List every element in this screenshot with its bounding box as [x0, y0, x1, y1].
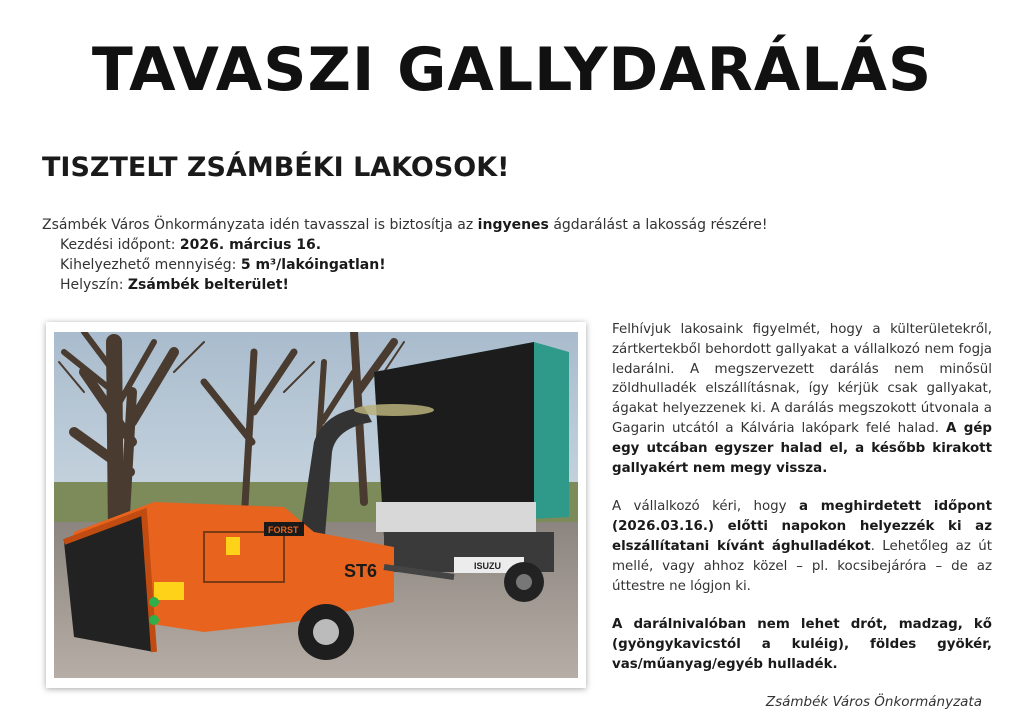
start-date-value: 2026. március 16. — [179, 237, 322, 253]
greeting-heading: TISZTELT ZSÁMBÉKI LAKOSOK! — [42, 152, 510, 183]
intro-text-end: ágdarálást a lakosság részére! — [553, 217, 768, 233]
paragraph-2-bold: a meghirdetett időpont (2026.03.16.) előtti napokon helyezzék ki az elszállítatani kívánt ághulladékot — [612, 499, 992, 554]
paragraph-2 — [612, 497, 992, 596]
page-title: TAVASZI GALLYDARÁLÁS — [91, 35, 933, 105]
location-row — [42, 275, 942, 295]
start-date-label: Kezdési időpont: — [60, 237, 176, 253]
paragraph-1-bold: A gép egy utcában egyszer halad el, a később kirakott gallyakért nem megy vissza. — [612, 420, 992, 476]
paragraph-2-text-start: A vállalkozó kéri, hogy — [612, 499, 787, 515]
intro-free-emphasis: ingyenes — [477, 217, 549, 233]
chipper-photo-frame — [46, 322, 586, 688]
chipper-brand: FORST — [268, 525, 299, 535]
amount-label: Kihelyezhető mennyiség: — [60, 257, 237, 273]
paragraph-1 — [612, 320, 992, 478]
paragraph-3-bold: A darálnivalóban nem lehet drót, madzag, kő (gyöngykavicstól a kuléig), földes gyökér, vas/műanyag/egyéb hulladék. — [612, 617, 992, 672]
truck — [374, 342, 569, 602]
amount-row — [42, 255, 942, 275]
info-paragraphs — [612, 320, 992, 694]
truck-brand: ISUZU — [474, 561, 501, 571]
paragraph-2-text-end: . Lehetőleg az út mellé, vagy ahhoz közel – pl. kocsibejáróra – de az úttestre ne lógjon ki. — [612, 538, 992, 594]
start-date-row — [42, 235, 942, 255]
amount-value: 5 m³/lakóingatlan! — [240, 257, 386, 273]
intro-text-start: Zsámbék Város Önkormányzata idén tavasszal is biztosítja az — [42, 217, 474, 233]
paragraph-1-text: Felhívjuk lakosaink figyelmét, hogy a külterületekről, zártkertekből behordott gallyakat a vállalkozó nem fogja ledarálni. A megszervezett darálás nem minősül zöldhulladék elszállításnak, így kérjük csak gallyakat, ágakat helyezzenek ki. A darálás megszokott útvonala a Gagarin utcától a Kálvária lakópark felé halad. — [612, 322, 992, 436]
signature: Zsámbék Város Önkormányzata — [765, 694, 982, 710]
location-label: Helyszín: — [60, 277, 124, 293]
chipper-photo — [54, 332, 578, 678]
intro-line — [42, 215, 942, 235]
location-value: Zsámbék belterület! — [127, 277, 289, 293]
chipper-model: ST6 — [344, 561, 378, 581]
intro-block — [42, 215, 942, 295]
paragraph-3 — [612, 615, 992, 674]
